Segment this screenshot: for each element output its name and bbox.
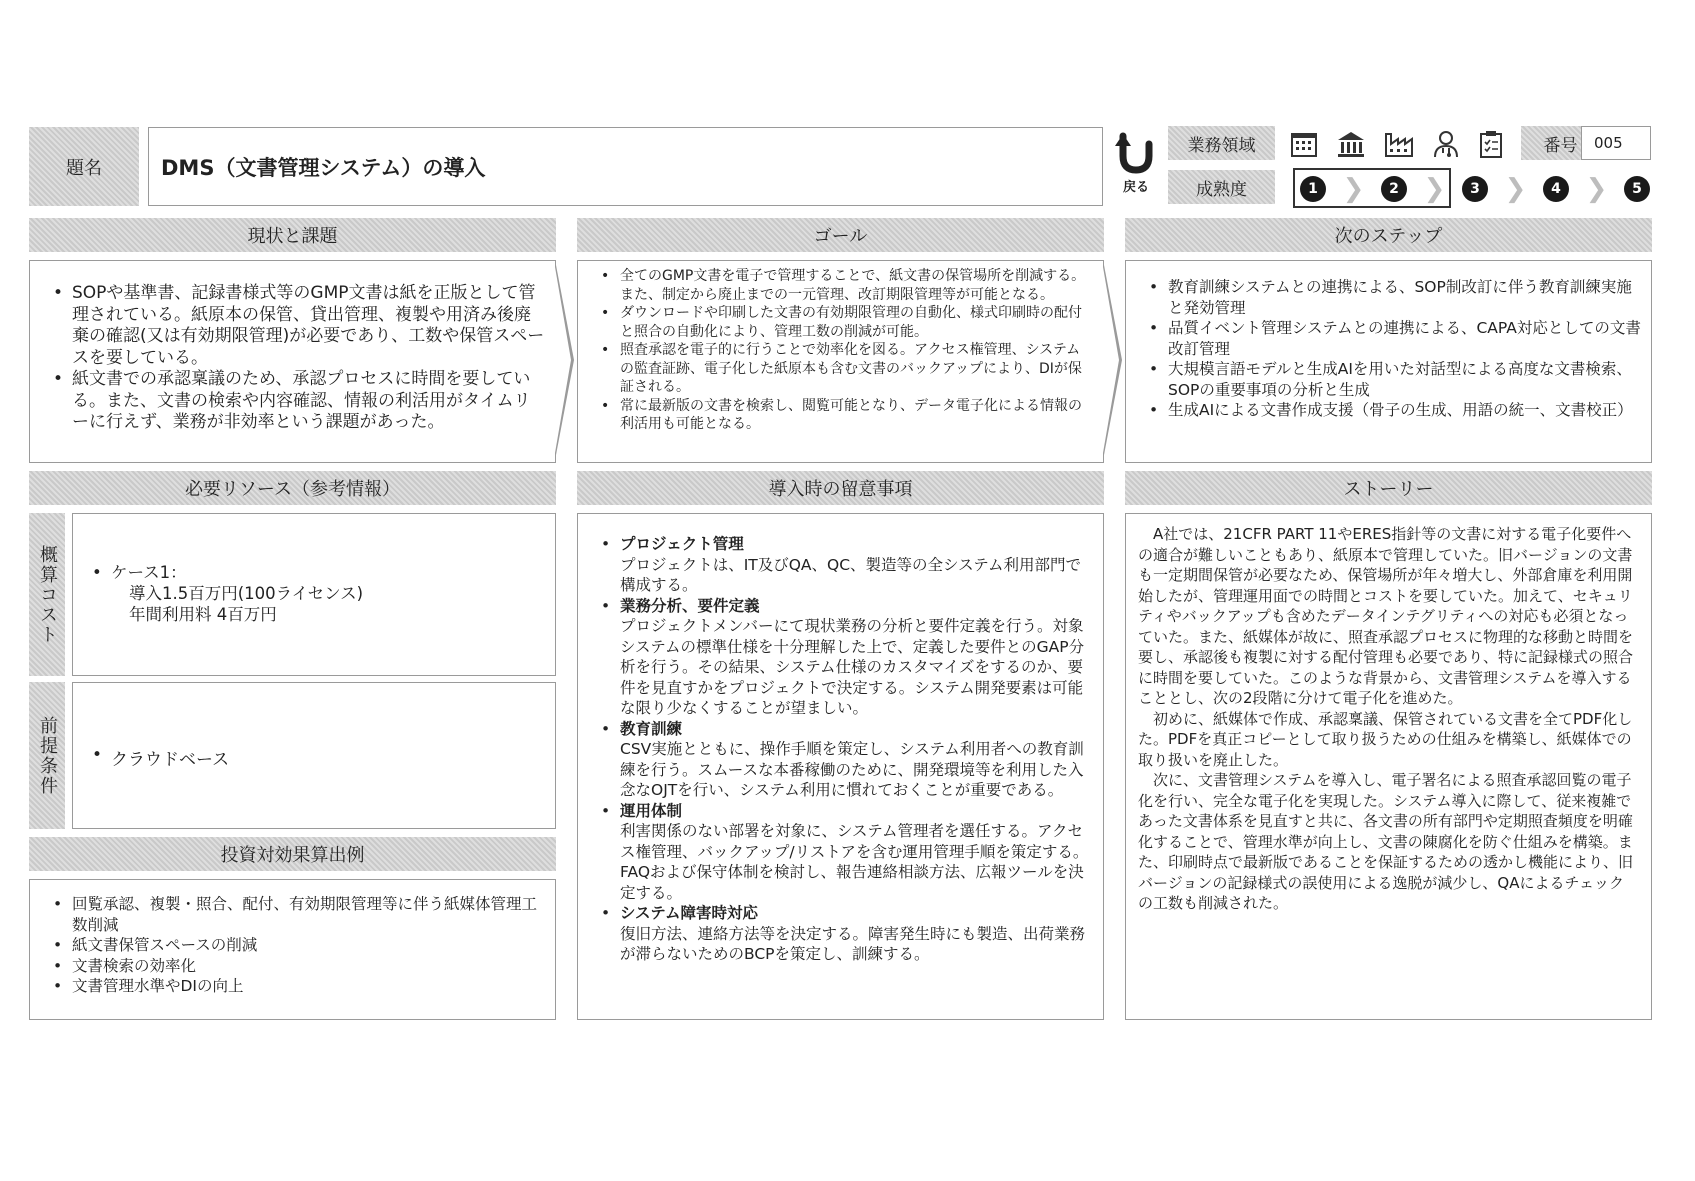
list-item [111,562,545,625]
note-body: プロジェクトは、IT及びQA、QC、製造等の全システム利用部門で構成する。 [620,555,1082,594]
note-heading: 運用体制 [620,801,683,820]
list-item [620,596,1093,719]
list-item [620,719,1093,801]
cost-label [29,513,65,676]
premise-box [72,682,556,829]
list-item: • 照査承認を電子的に行うことで効率化を図る。アクセス権管理、システムの監査証跡、電子化した紙原本も含む文書のバックアップにより、DIが保証される。 [620,341,1093,397]
chevron-right-icon: ❯ [1423,174,1446,204]
story-title: ストーリー [1343,479,1434,500]
list-item: • 回覧承認、複製・照合、配付、有効期限管理等に伴う紙媒体管理工数削減 [72,894,545,935]
premise-label [29,682,65,829]
doctor-icon[interactable] [1432,130,1460,158]
business-area-label-text: 業務領域 [1187,135,1256,156]
maturity-level-3[interactable]: 3 [1462,176,1488,202]
list-item: • 文書管理水準やDIの向上 [72,976,545,997]
maturity-level-1[interactable]: 1 [1300,176,1326,202]
story-paragraph: A社では、21CFR PART 11やERES指針等の文書に対する電子化要件への適合が難しいこともあり、紙原本で管理していた。旧バージョンの文書も一定期間保管が必要なため、保管場所が年々増大し、外部倉庫を利用開始したが、管理運用面での時間とコストを要していた。加えて、セキュリティやバックアップも含めたデータインテグリティへの対応も必須となっていた。また、紙媒体が故に、照査承認プロセスに物理的な移動と時間を要し、承認後も複製に対する配付管理も必要であり、特に記録様式の照合に時間を要していた。このような背景から、文書管理システムを導入することとし、次の2段階に分けて電子化を進めた。 [1138,525,1634,707]
roi-title: 投資対効果算出例 [220,845,365,866]
notes-list [594,534,1093,965]
maturity-label-text: 成熟度 [1196,179,1247,200]
notes-title: 導入時の留意事項 [768,479,913,500]
story-header [1125,471,1652,505]
list-item: • ダウンロードや印刷した文書の有効期限管理の自動化、様式印刷時の配付と照合の自動化により、管理工数の削減が可能。 [620,304,1093,341]
list-item: • 大規模言語モデルと生成AIを用いた対話型による高度な文書検索、SOPの重要事項の分析と生成 [1168,359,1641,400]
notes-header [577,471,1104,505]
list-item: • SOPや基準書、記録書様式等のGMP文書は紙を正版として管理されている。紙原本の保管、貸出管理、複製や用済み後廃棄の確認(又は有効期限管理)が必要であり、工数や保管スペースを要している。 [72,283,545,369]
next-list [1142,277,1641,421]
clipboard-icon[interactable] [1478,130,1504,158]
next-box [1125,260,1652,463]
note-heading: システム障害時対応 [620,904,758,922]
note-body: CSV実施とともに、操作手順を策定し、システム利用者への教育訓練を行う。スムースな本番稼働のために、開発環境等を利用した入念なOJTを行い、システム利用に慣れておくことが重要である。 [620,740,1084,799]
list-item: • 全てのGMP文書を電子で管理することで、紙文書の保管場所を削減する。また、制定から廃止までの一元管理、改訂期限管理等が可能となる。 [620,267,1093,304]
goal-list [594,267,1093,434]
next-header [1125,218,1652,252]
current-header [29,218,556,252]
cost-initial: 導入1.5百万円(100ライセンス) [129,584,364,603]
premise-label-text: 前提条件 [37,715,58,796]
cost-list [85,562,545,625]
number-label-text: 番号 [1543,135,1578,156]
chevron-right-icon: ❯ [1585,174,1608,204]
list-item [620,903,1093,965]
maturity-label [1168,170,1275,204]
premise-list [85,745,545,770]
list-item [620,534,1093,596]
list-item [620,801,1093,904]
note-heading: 教育訓練 [620,719,683,738]
back-arrow-icon [1114,132,1158,174]
maturity-level-5[interactable]: 5 [1624,176,1650,202]
back-label: 戻る [1122,180,1149,195]
note-heading: プロジェクト管理 [620,535,744,553]
maturity-scale [1300,175,1650,203]
list-item: • 紙文書での承認稟議のため、承認プロセスに時間を要している。また、文書の検索や内容確認、情報の利活用がタイムリーに行えず、業務が非効率という課題があった。 [72,369,545,434]
list-item: • 常に最新版の文書を検索し、閲覧可能となり、データ電子化による情報の利活用も可能となる。 [620,397,1093,434]
story-box [1125,513,1652,1020]
list-item: • 教育訓練システムとの連携による、SOP制改訂に伴う教育訓練実施と発効管理 [1168,277,1641,318]
notes-box [577,513,1104,1020]
number-value: 005 [1594,134,1623,152]
roi-box [29,879,556,1020]
story-paragraph: 次に、文書管理システムを導入し、電子署名による照査承認回覧の電子化を行い、完全な電子化を実現した。システム導入に際して、従来複雑であった文書体系を見直すと共に、各文書の所有部門や定期照査頻度を明確化することで、管理水準が向上し、文書の陳腐化を防ぐ仕組みを構築。また、印刷時点で最新版であることを保証するための透かし機能により、旧バージョンの記録様式の誤使用による逸脱が減少し、QAによるチェックの工数も削減された。 [1138,771,1634,912]
list-item: • 文書検索の効率化 [72,956,545,977]
cost-box [72,513,556,676]
flow-arrow [556,265,574,455]
resources-title: 必要リソース（参考情報） [184,479,401,500]
roi-list [46,894,545,997]
title-label [29,127,139,206]
note-body: 利害関係のない部署を対象に、システム管理者を選任する。アクセス権管理、バックアップ/リストアを含む運用管理手順を策定する。FAQおよび保守体制を検討し、報告連絡相談方法、広報ツールを決定する。 [620,822,1089,902]
current-box [29,260,556,463]
list-item: • 品質イベント管理システムとの連携による、CAPA対応としての文書改訂管理 [1168,318,1641,359]
building-icon[interactable] [1290,130,1318,158]
note-body: プロジェクトメンバーにて現状業務の分析と要件定義を行う。対象システムの標準仕様を十分理解した上で、定義した要件とのGAP分析を行う。その結果、システム仕様のカスタマイズをするのか、要件を見直すかをプロジェクトで決定する。システム開発要素は可能な限り少なくすることが望ましい。 [620,617,1085,717]
number-value-box [1581,126,1651,160]
cost-label-text: 概算コスト [37,544,58,645]
goal-box [577,260,1104,463]
chevron-right-icon: ❯ [1504,174,1527,204]
goal-header [577,218,1104,252]
title-label-text: 題名 [66,157,102,179]
flow-arrow [1104,265,1122,455]
next-title: 次のステップ [1334,226,1443,247]
current-list [46,283,545,434]
cost-annual: 年間利用料 4百万円 [129,605,277,624]
roi-header [29,837,556,871]
list-item: • 生成AIによる文書作成支援（骨子の生成、用語の統一、文書校正） [1168,400,1641,421]
cost-case: ケース1： [111,563,187,582]
title-box [148,127,1103,206]
story-paragraph: 初めに、紙媒体で作成、承認稟議、保管されている文書を全てPDF化した。PDFを真正コピーとして取り扱うための仕組みを構築し、紙媒体での取り扱いを廃止した。 [1138,709,1633,769]
note-heading: 業務分析、要件定義 [620,596,760,615]
business-area-icons [1290,128,1504,160]
business-area-label [1168,126,1275,160]
chevron-right-icon: ❯ [1342,174,1365,204]
bank-icon[interactable] [1336,130,1366,158]
list-item: • クラウドベース [111,745,545,770]
note-body: 復旧方法、連絡方法等を決定する。障害発生時にも製造、出荷業務が滞らないためのBCPを策定し、訓練する。 [620,924,1086,963]
back-button[interactable] [1112,132,1160,200]
factory-icon[interactable] [1384,130,1414,158]
page-title: DMS（文書管理システム）の導入 [161,155,486,180]
current-title: 現状と課題 [247,226,338,247]
maturity-level-4[interactable]: 4 [1543,176,1569,202]
goal-title: ゴール [813,226,868,247]
list-item: • 紙文書保管スペースの削減 [72,935,545,956]
maturity-level-2[interactable]: 2 [1381,176,1407,202]
resources-header [29,471,556,505]
